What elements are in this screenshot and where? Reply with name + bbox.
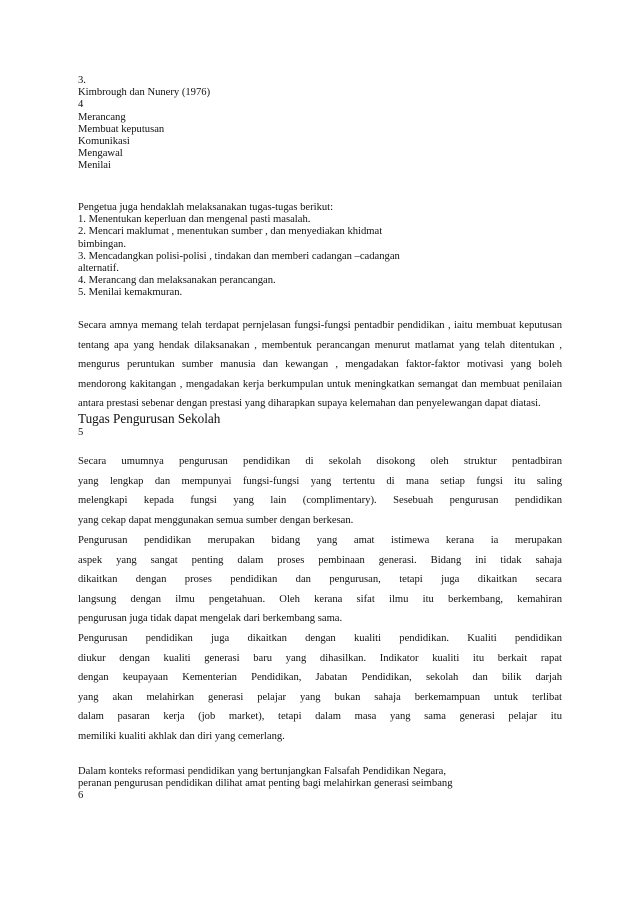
closing-line: Dalam konteks reformasi pendidikan yang bertunjangkan Falsafah Pendidikan Negara, [78,766,447,777]
paragraph-line: Secara amnya memang telah terdapat pernjelasan fungsi-fungsi pentadbir pendidikan , iaitu membuat keputusan [78,320,562,331]
duties-line: bimbingan. [78,238,126,250]
paragraph-line: antara prestasi sebenar dengan prestasi yang diharapkan supaya kelemahan dan penyelewangan dapat diatasi. [78,398,541,409]
list-line: Komunikasi [78,136,130,148]
list-line: Membuat keputusan [78,123,165,135]
paragraph-line: mengurus peruntukan sumber manusia dan kewangan , mengadakan faktor-faktor motivasi yang boleh [78,359,562,370]
duties-line: 3. Mencadangkan polisi-polisi , tindakan dan memberi cadangan –cadangan [78,250,400,262]
paragraph-line: aspek yang sangat penting dalam proses pembinaan generasi. Bidang ini tidak sahaja [78,554,562,566]
section-number: 5 [78,427,84,438]
paragraph-quality [78,629,562,746]
paragraph-line: melengkapi kepada fungsi yang lain (complimentary). Sesebuah pengurusan pendidikan [78,495,562,506]
section-title: Tugas Pengurusan Sekolah [78,411,221,426]
paragraph-line: pengurusan juga tidak dapat mengelak dari berkembang sama. [78,613,343,624]
paragraph-functions [78,316,562,414]
list-line: 4 [78,99,84,111]
list-line: Merancang [78,111,126,123]
duties-line: Pengetua juga hendaklah melaksanakan tugas-tugas berikut: [78,202,334,213]
paragraph-field [78,531,562,629]
paragraph-line: diukur dengan kualiti generasi baru yang dihasilkan. Indikator kualiti itu berkait rapat [78,652,562,664]
duties-block [78,202,562,300]
paragraph-line: yang lengkap dan mempunyai fungsi-fungsi yang tertentu di mana setiap fungsi itu saling [78,475,562,487]
list-line: Mengawal [78,148,123,160]
paragraph-line: Pengurusan pendidikan juga dikaitkan dengan kualiti pendidikan. Kualiti pendidikan [78,633,562,644]
list-line: 3. [78,75,86,86]
page-number: 6 [78,790,84,802]
paragraph-line: langsung dengan ilmu pengetahuan. Oleh kerana sifat ilmu itu berkembang, kemahiran [78,593,562,605]
paragraph-line: dengan keupayaan Kementerian Pendidikan, Jabatan Pendidikan, sekolah dan bilik darjah [78,672,562,683]
duties-line: 1. Menentukan keperluan dan mengenal pasti masalah. [78,214,311,226]
paragraph-line: yang akan melahirkan generasi pelajar yang bukan sahaja berkemampuan untuk terlibat [78,691,562,703]
paragraph-structure [78,452,562,530]
closing-block [78,766,562,803]
paragraph-line: memiliki kualiti akhlak dan diri yang cemerlang. [78,730,285,742]
paragraph-line: mendorong kakitangan , mengadakan kerja berkumpulan untuk meningkatkan semangat dan membuat penilaian [78,378,562,390]
paragraph-line: Secara umumnya pengurusan pendidikan di sekolah disokong oleh struktur pentadbiran [78,456,562,467]
duties-line: 2. Mencari maklumat , menentukan sumber , dan menyediakan khidmat [78,226,383,238]
section-heading [78,411,562,439]
list-block [78,75,562,173]
list-line: Menilai [78,160,111,172]
paragraph-line: Pengurusan pendidikan merupakan bidang yang amat istimewa kerana ia merupakan [78,535,562,546]
duties-line: alternatif. [78,263,119,275]
list-line: Kimbrough dan Nunery (1976) [78,87,211,99]
duties-line: 5. Menilai kemakmuran. [78,287,183,299]
paragraph-line: tentang apa yang hendak dilaksanakan , membentuk perancangan menurut matlamat yang telah ditentukan , [78,339,562,351]
closing-line: peranan pengurusan pendidikan dilihat amat penting bagi melahirkan generasi seimbang [78,778,453,790]
paragraph-line: yang cekap dapat menggunakan semua sumber dengan berkesan. [78,514,354,526]
duties-line: 4. Merancang dan melaksanakan perancangan. [78,275,276,287]
paragraph-line: dalam pasaran kerja (job market), tetapi dalam masa yang sama generasi pelajar itu [78,711,562,722]
paragraph-line: dikaitkan dengan proses pendidikan dan pengurusan, tetapi juga dikaitkan secara [78,574,562,585]
